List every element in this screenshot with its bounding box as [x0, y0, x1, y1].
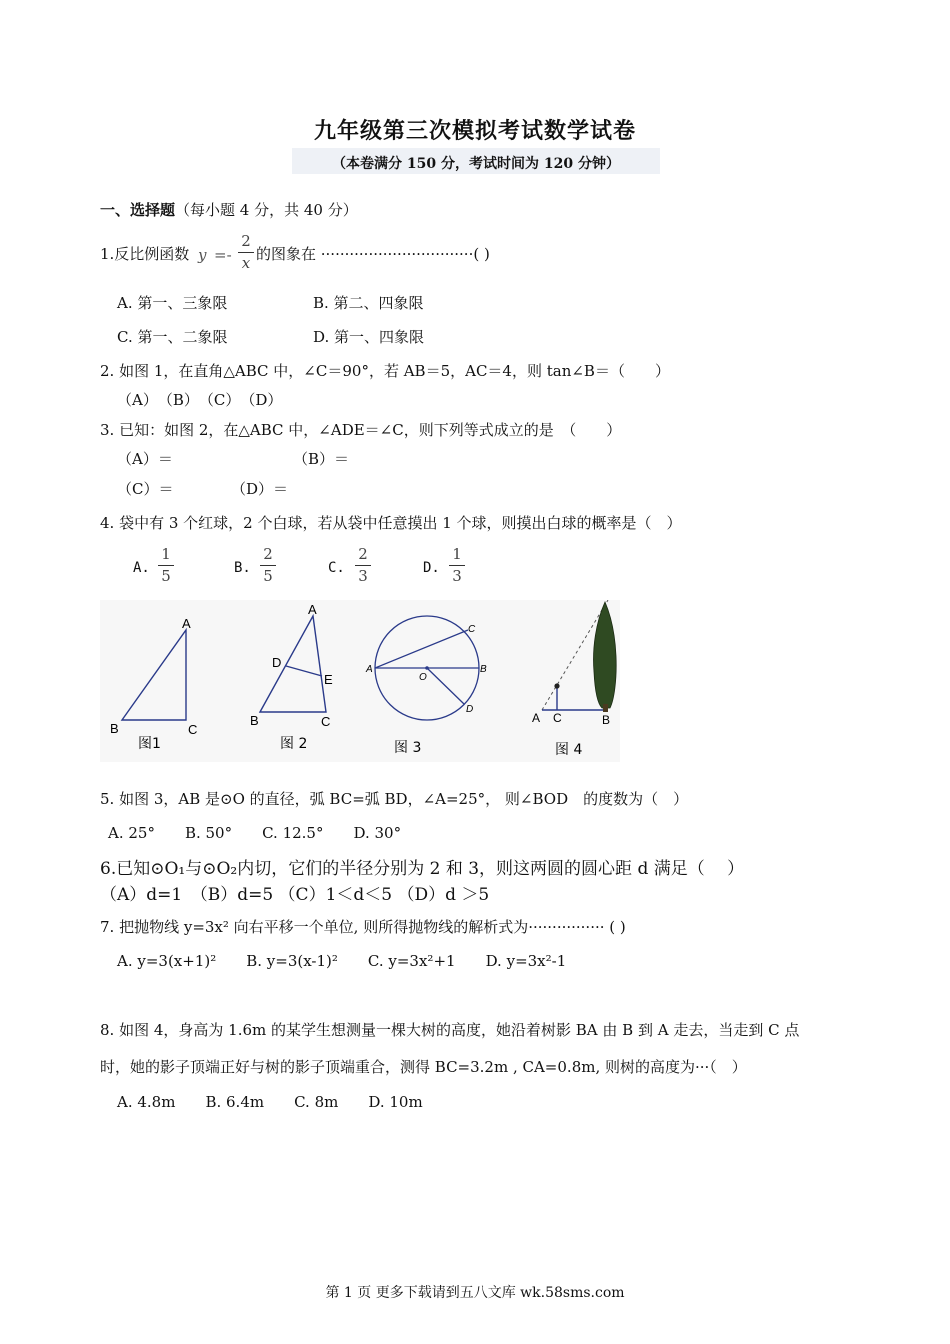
q7-text: 7. 把抛物线 y=3x² 向右平移一个单位, 则所得抛物线的解析式为················ ( )	[100, 918, 626, 936]
q4-option-a-num: 1	[161, 545, 171, 563]
fig1-label-c: C	[188, 722, 198, 737]
q1-option-a: A. 第一、三象限	[117, 294, 228, 312]
fig4-label-b: B	[602, 713, 611, 727]
q3-text: 3. 已知：如图 2，在△ABC 中，∠ADE＝∠C，则下列等式成立的是 （ ）	[100, 421, 622, 439]
q1-frac-num: 2	[241, 232, 251, 250]
q4-option-d-den: 3	[452, 567, 462, 585]
fig4-label-a: A	[532, 711, 541, 725]
fig3-label-o: O	[419, 672, 427, 683]
fig3-label-b: B	[480, 664, 487, 675]
fig3-label-c: C	[468, 624, 476, 635]
q4-option-c-num: 2	[358, 545, 368, 563]
q1-option-b: B. 第二、四象限	[313, 294, 424, 312]
q7-options: A. y=3(x+1)² B. y=3(x-1)² C. y=3x²+1 D. y=3x²-1	[117, 952, 567, 970]
q4-option-c-label: C.	[328, 560, 345, 576]
fig2-label-a: A	[308, 602, 317, 617]
q4-option-a-label: A.	[133, 560, 150, 576]
q4-option-c-fraction	[355, 547, 371, 584]
fig4-label-c: C	[553, 711, 562, 725]
fig3-label-a: A	[366, 664, 373, 675]
fig1-label-b: B	[110, 721, 119, 736]
page-title: 九年级第三次模拟考试数学试卷	[313, 118, 636, 144]
q5-options: A. 25° B. 50° C. 12.5° D. 30°	[108, 824, 402, 842]
q3-option-c: （C）＝	[117, 480, 174, 498]
q3-option-d: （D）＝	[231, 480, 289, 498]
fig2-label-e: E	[324, 672, 333, 687]
q1-option-d: D. 第一、四象限	[313, 328, 425, 346]
fig1-caption: 图1	[138, 736, 161, 752]
q4-text: 4. 袋中有 3 个红球，2 个白球，若从袋中任意摸出 1 个球，则摸出白球的概率是（ ）	[100, 514, 682, 532]
fig3-label-d: D	[466, 704, 474, 715]
fig4-caption: 图 4	[555, 742, 583, 758]
q1-func-y: y	[198, 246, 207, 264]
q1-option-c: C. 第一、二象限	[117, 328, 228, 346]
q1-func-eq: =-	[214, 246, 232, 264]
q4-option-b-num: 2	[263, 545, 273, 563]
q2-options: （A） （B） （C） （D）	[117, 391, 283, 409]
fig2-label-b: B	[250, 713, 259, 728]
figures-background	[100, 600, 620, 762]
fig2-caption: 图 2	[280, 736, 308, 752]
fig3-caption: 图 3	[394, 740, 422, 756]
section-heading	[100, 199, 358, 220]
fig3-center-dot	[425, 666, 429, 670]
figures-strip	[100, 600, 620, 762]
fig1-label-a: A	[182, 616, 191, 631]
q6-text: 6.已知⊙O₁与⊙O₂内切，它们的半径分别为 2 和 3，则这两圆的圆心距 d 满足（ ）	[100, 859, 745, 879]
fig2-label-c: C	[321, 714, 331, 729]
q1-prefix: 1.反比例函数	[100, 245, 190, 263]
q1-suffix: 的图象在 ································( )	[256, 245, 490, 263]
q1-fraction	[238, 234, 254, 271]
q4-option-d-fraction	[449, 547, 465, 584]
q5-text: 5. 如图 3，AB 是⊙O 的直径，弧 BC=弧 BD，∠A=25°， 则∠BOD 的度数为（ ）	[100, 790, 689, 808]
q8-line2: 时，她的影子顶端正好与树的影子顶端重合，测得 BC=3.2m , CA=0.8m, 则树的高度为···（ ）	[100, 1058, 747, 1076]
q4-option-d-label: D.	[423, 560, 440, 576]
fig2-label-d: D	[272, 655, 282, 670]
q4-option-b-fraction	[260, 547, 276, 584]
q4-option-b-den: 5	[263, 567, 273, 585]
q4-option-a-fraction	[158, 547, 174, 584]
section-heading-note: （每小题 4 分，共 40 分）	[175, 201, 358, 219]
page-footer: 第 1 页 更多下载请到五八文库 wk.58sms.com	[325, 1285, 625, 1301]
fig4-person-head	[554, 683, 559, 688]
q4-option-c-den: 3	[358, 567, 368, 585]
q6-options: （A）d=1 （B）d=5 （C）1＜d＜5 （D）d ＞5	[100, 885, 490, 905]
fig4-tree-trunk	[603, 704, 608, 712]
page-subtitle: （本卷满分 150 分，考试时间为 120 分钟）	[332, 156, 620, 172]
q2-text: 2. 如图 1，在直角△ABC 中，∠C＝90°，若 AB＝5，AC＝4，则 tan∠B＝（ ）	[100, 362, 670, 380]
q4-option-a-den: 5	[161, 567, 171, 585]
q1-frac-den: x	[241, 254, 251, 272]
q4-option-d-num: 1	[452, 545, 462, 563]
q8-line1: 8. 如图 4，身高为 1.6m 的某学生想测量一棵大树的高度，她沿着树影 BA 由 B 到 A 走去，当走到 C 点	[100, 1021, 800, 1039]
q4-option-b-label: B.	[234, 560, 251, 576]
q8-options: A. 4.8m B. 6.4m C. 8m D. 10m	[117, 1093, 423, 1111]
section-heading-label: 一、选择题	[100, 201, 176, 219]
q3-option-b: （B）＝	[293, 450, 350, 468]
q3-option-a: （A）＝	[117, 450, 173, 468]
